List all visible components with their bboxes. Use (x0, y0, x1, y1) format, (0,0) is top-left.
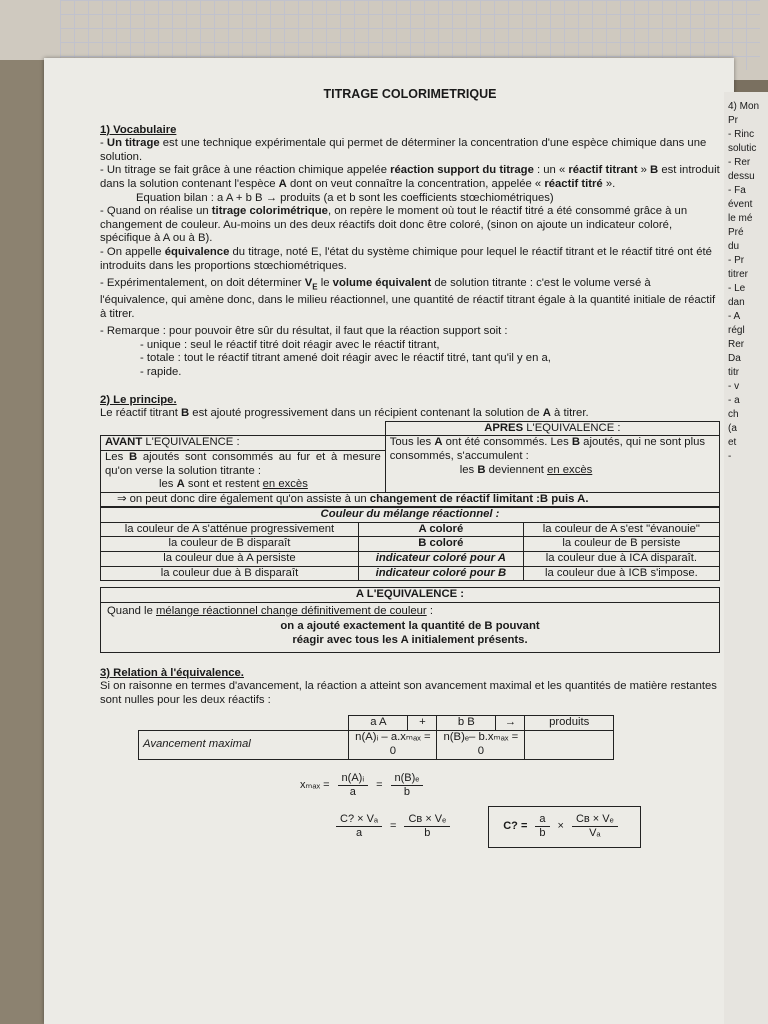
side-line: évent (728, 199, 753, 210)
after-cell: Tous les A ont été consommés. Les B ajoutés, qui ne sont plus consommés, s'accumulent : les B deviennent en excès (385, 436, 719, 492)
header-aA: a A (349, 716, 408, 731)
relation-text: Si on raisonne en termes d'avancement, la réaction a atteint son avancement maximal et les quantités de matière restantes sont nulles pour les deux réactifs : (100, 680, 717, 706)
color-case: A coloré (358, 522, 523, 537)
color-row (101, 552, 720, 567)
after-heading: APRES L'EQUIVALENCE : (385, 421, 719, 436)
color-heading: Couleur du mélange réactionnel : (101, 508, 720, 523)
side-line: dan (728, 297, 745, 308)
doc-title: TITRAGE COLORIMETRIQUE (323, 87, 497, 101)
side-line: ch (728, 409, 739, 420)
section-3-heading: 3) Relation à l'équivalence. (100, 666, 244, 679)
result-box: C? = $\frac{a}{b}$ × $\frac{\text{Cʙ × Vₑ}}{\text{Vₐ}}$ (488, 806, 640, 848)
paragraph-reaction-support: - Un titrage se fait grâce à une réaction chimique appelée réaction support du titrage : un « réactif titrant » B est introduit dans la solution contenant l'espèce A dont on veut connaître la concentration, appelée « réactif titré ». (100, 164, 720, 190)
side-line: - a (728, 395, 740, 406)
color-before: la couleur due à A persiste (101, 552, 359, 567)
side-line: - Rinc (728, 129, 755, 140)
section-1-heading: 1) Vocabulaire (100, 123, 177, 136)
color-case: B coloré (358, 537, 523, 552)
before-cell: Les B ajoutés sont consommés au fur et à mesure qu'on verse la solution titrante : les A sont et restent en excès (101, 450, 386, 492)
remarque-unique: - unique : seul le réactif titré doit réagir avec le réactif titrant, (140, 338, 440, 351)
side-line: - Pr (728, 255, 745, 266)
color-before: la couleur due à B disparaît (101, 566, 359, 581)
before-heading: AVANT L'EQUIVALENCE : (101, 436, 386, 451)
cell-B: n(B)ₑ– b.xₘₐₓ = 0 (437, 731, 525, 759)
xmax-formula: xₘₐₓ = $\frac{\text{n(A)ᵢ}}{a}$ = $\frac{\text{n(B)ₑ}}{b}$ (100, 772, 720, 800)
color-table (100, 507, 720, 581)
side-line: (a (728, 423, 737, 434)
side-line: Da (728, 353, 741, 364)
concentration-formula: $\frac{\text{C? × Vₐ}}{a}$ = $\frac{\text{Cʙ × Vₑ}}{b}$ C? = $\frac{a}{b}$ × $\frac{\text{Cʙ × Vₑ}}{\text{Vₐ}}$ (100, 806, 720, 848)
section-2-heading: 2) Le principe. (100, 393, 177, 406)
header-products: produits (525, 716, 614, 731)
side-line: - Rer (728, 157, 751, 168)
color-after: la couleur due à ICA disparaît. (523, 552, 719, 567)
color-row (101, 537, 720, 552)
side-line: - v (728, 381, 740, 392)
limiting-change: ⇒ on peut donc dire également qu'on assiste à un changement de réactif limitant :B puis A. (101, 492, 720, 507)
color-row (101, 522, 720, 537)
color-case: indicateur coloré pour B (358, 566, 523, 581)
side-line: Pr (728, 115, 738, 126)
side-line: régl (728, 325, 745, 336)
equivalence-heading: A L'EQUIVALENCE : (101, 588, 719, 603)
paragraph-equivalence: - On appelle équivalence du titrage, noté E, l'état du système chimique pour lequel le réactif titrant et le réactif titré ont été introduits dans les proportions stœchiométriques. (100, 245, 712, 272)
equivalence-body: Quand le mélange réactionnel change définitivement de couleur : on a ajouté exactement la quantité de B pouvant réagir avec tous les A initialement présents. (107, 604, 540, 647)
paragraph-titrage: - Un titrage est une technique expérimentale qui permet de déterminer la concentration d'une espèce chimique dans une solution. (100, 137, 707, 163)
color-row (101, 566, 720, 581)
side-line: du (728, 241, 740, 252)
side-line: - (728, 451, 732, 462)
document-content (100, 80, 720, 848)
principle-table (100, 421, 720, 508)
row-label: Avancement maximal (139, 731, 349, 759)
color-after: la couleur de A s'est "évanouie" (523, 522, 719, 537)
color-case: indicateur coloré pour A (358, 552, 523, 567)
color-before: la couleur de B disparaît (101, 537, 359, 552)
color-after: la couleur due à ICB s'impose. (523, 566, 719, 581)
side-line: et (728, 437, 737, 448)
color-after: la couleur de B persiste (523, 537, 719, 552)
side-line: Rer (728, 339, 745, 350)
principle-intro: Le réactif titrant B est ajouté progressivement dans un récipient contenant la solution de A à titrer. (100, 407, 589, 420)
color-before: la couleur de A s'atténue progressivement (101, 522, 359, 537)
remarque-totale: - totale : tout le réactif titrant amené doit réagir avec le réactif titré, tant qu'il y en a, (140, 352, 551, 365)
paragraph-remarque: - Remarque : pour pouvoir être sûr du résultat, il faut que la réaction support soit : (100, 325, 508, 338)
paragraph-colorimetric: - Quand on réalise un titrage colorimétrique, on repère le moment où tout le réactif titré a été consommé grâce à un changement de couleur. Au-moins un des deux réactifs doit donc être coloré, (sinon on ajoute un indicateur coloré, spécifique à A ou à B). (100, 205, 688, 245)
side-line: le mé (728, 213, 753, 224)
side-line: - Fa (728, 185, 746, 196)
side-page-text (728, 100, 768, 464)
side-line: dessu (728, 171, 755, 182)
cell-A: n(A)ᵢ – a.xₘₐₓ = 0 (349, 731, 437, 759)
relation-table (138, 715, 614, 759)
side-line: 4) Mon (728, 101, 760, 112)
background-fabric (0, 60, 48, 1024)
paragraph-volume: - Expérimentalement, on doit déterminer $V_E$ le volume équivalent de solution titrante : c'est le volume versé à l'équivalence, qui amène donc, dans le milieu réactionnel, une quantité de réactif titrant égale à la quantité initiale de réactif à titrer. (100, 277, 716, 320)
side-line: Pré (728, 227, 744, 238)
remarque-rapide: - rapide. (140, 365, 182, 378)
header-arrow: → (496, 716, 525, 731)
equation-bilan: Equation bilan : a A + b B → produits (a et b sont les coefficients stœchiométriques) (136, 191, 554, 204)
side-line: - Le (728, 283, 746, 294)
header-bB: b B (437, 716, 496, 731)
header-plus: + (408, 716, 437, 731)
equivalence-box (100, 587, 720, 652)
side-line: - A (728, 311, 741, 322)
side-line: titrer (728, 269, 748, 280)
side-line: solutic (728, 143, 757, 154)
side-line: titr (728, 367, 740, 378)
